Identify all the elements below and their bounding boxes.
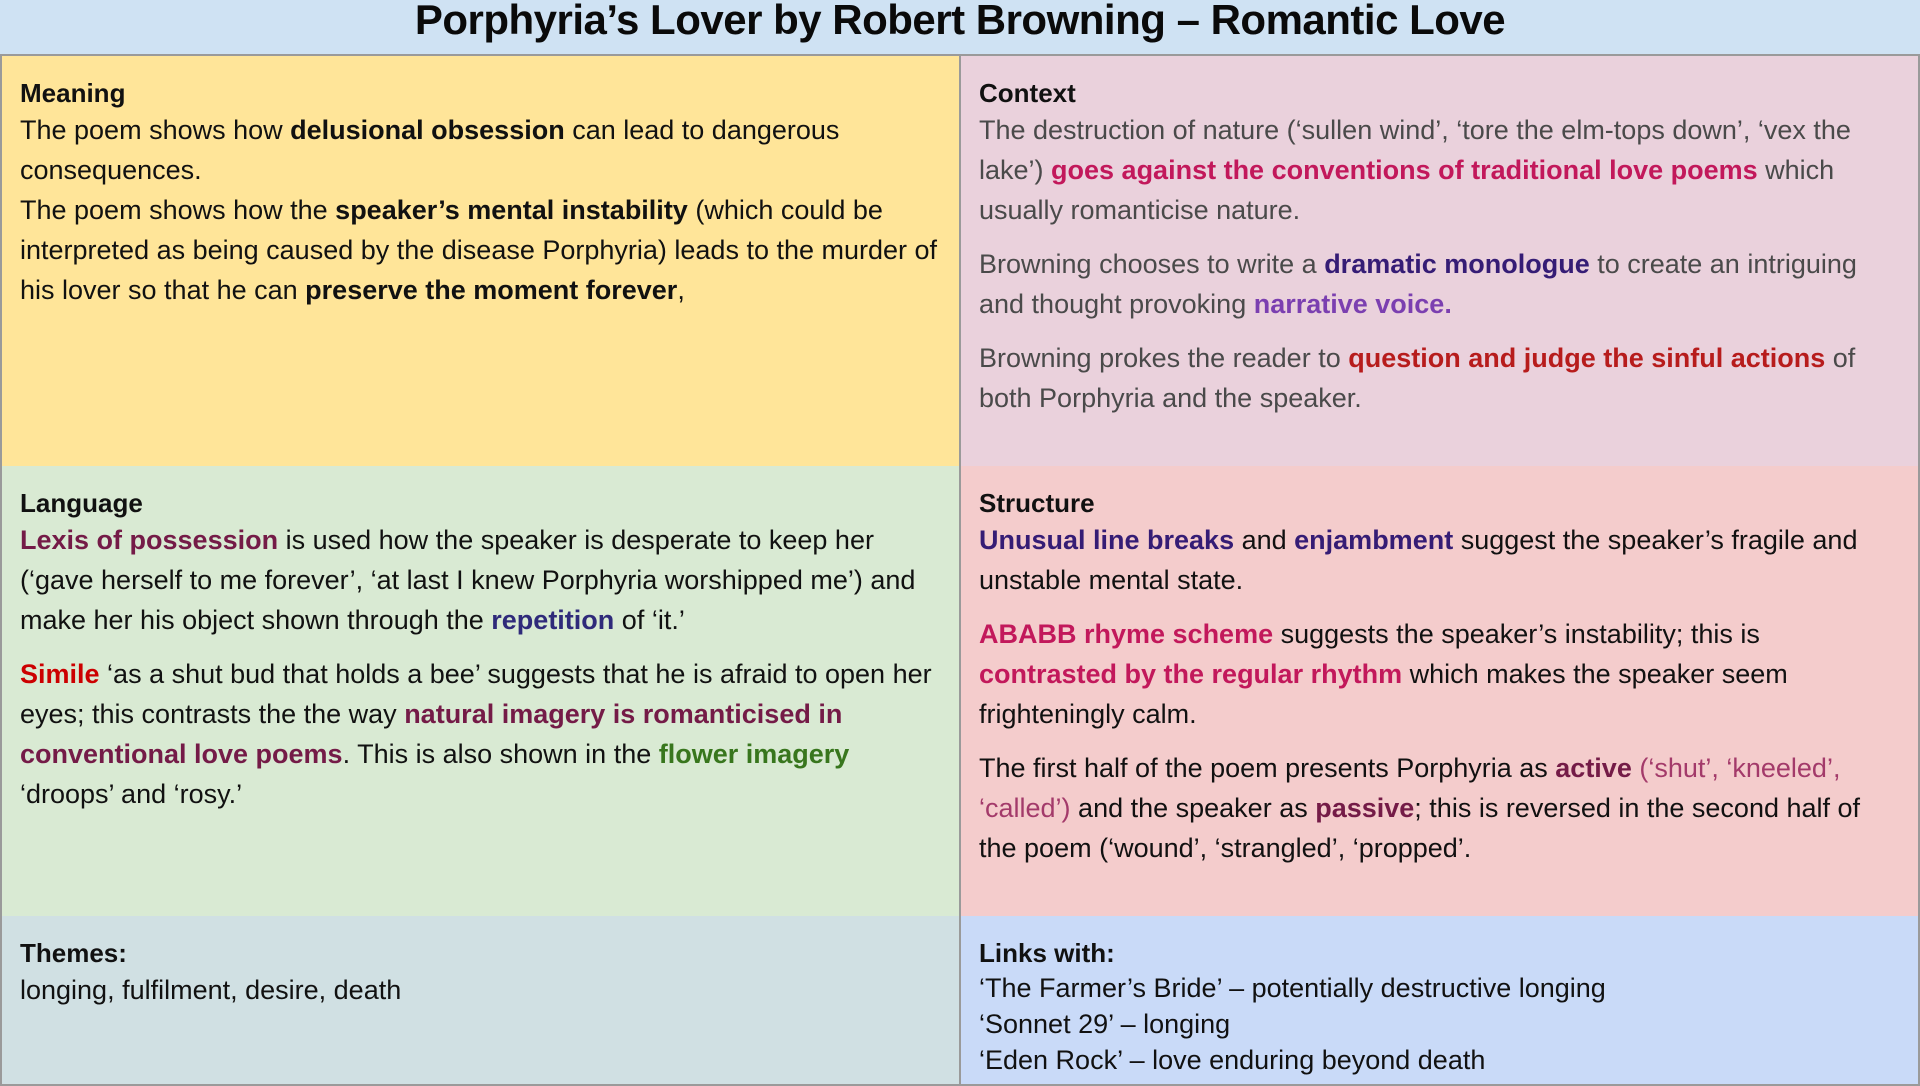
structure-paragraph-3 [979, 748, 1900, 868]
key-term: dramatic monologue [1324, 249, 1590, 279]
link-item: ‘Sonnet 29’ – longing [979, 1009, 1231, 1039]
key-term: Unusual line breaks [979, 525, 1235, 555]
context-paragraph-1 [979, 110, 1900, 230]
text: of ‘it.’ [614, 605, 685, 635]
key-term: contrasted by the regular rhythm [979, 659, 1403, 689]
key-term: enjambment [1294, 525, 1454, 555]
text: Browning prokes the reader to [979, 343, 1349, 373]
text: . This is also shown in the [342, 739, 659, 769]
meaning-paragraph-1 [20, 110, 941, 190]
text: which makes the speaker seem frighteningly calm. [979, 659, 1788, 729]
text: The poem shows how [20, 115, 291, 145]
links-panel [959, 916, 1920, 1086]
key-term: active [1555, 753, 1632, 783]
key-term: natural imagery is romanticised in conventional love poems [20, 699, 843, 769]
text: which usually romanticise nature. [979, 155, 1835, 225]
text: of both Porphyria and the speaker. [979, 343, 1856, 413]
text: can lead to dangerous consequences. [20, 115, 840, 185]
structure-heading: Structure [979, 488, 1095, 518]
text: is used how the speaker is desperate to keep her (‘gave herself to me forever’, ‘at last I knew Porphyria worshipped me’) and make her his object shown through the [20, 525, 916, 635]
text: ‘droops’ and ‘rosy.’ [20, 779, 243, 809]
text: ; this is reversed in the second half of the poem (‘wound’, ‘strangled’, ‘propped’. [979, 793, 1861, 863]
text: and the speaker as [1070, 793, 1316, 823]
meaning-paragraph-2 [20, 190, 941, 310]
key-term: ABABB rhyme scheme [979, 619, 1274, 649]
key-term: speaker’s mental instability [335, 195, 688, 225]
text: ‘as a shut bud that holds a bee’ suggests that he is afraid to open her eyes; this contrasts the the way [20, 659, 932, 729]
meaning-heading: Meaning [20, 78, 126, 108]
text: The destruction of nature (‘sullen wind’, ‘tore the elm-tops down’, ‘vex the lake’) [979, 115, 1851, 185]
links-heading: Links with: [979, 938, 1115, 968]
language-paragraph-2 [20, 654, 941, 814]
key-term: Simile [20, 659, 100, 689]
context-paragraph-3 [979, 338, 1900, 418]
themes-heading: Themes: [20, 938, 127, 968]
key-term: passive [1315, 793, 1415, 823]
page-title: Porphyria’s Lover by Robert Browning – Romantic Love [414, 0, 1506, 43]
key-term: narrative voice. [1253, 289, 1452, 319]
language-panel [0, 466, 961, 918]
themes-list: longing, fulfilment, desire, death [20, 975, 402, 1005]
structure-panel [959, 466, 1920, 918]
key-term: repetition [491, 605, 615, 635]
revision-grid [0, 54, 1920, 1080]
language-paragraph-1 [20, 520, 941, 640]
quote: (‘shut’, ‘kneeled’, ‘called’) [979, 753, 1841, 823]
text: The first half of the poem presents Porphyria as [979, 753, 1556, 783]
text: suggests the speaker’s instability; this is [1273, 619, 1760, 649]
text: suggest the speaker’s fragile and unstable mental state. [979, 525, 1858, 595]
link-item: ‘The Farmer’s Bride’ – potentially destructive longing [979, 973, 1606, 1003]
link-item: ‘Eden Rock’ – love enduring beyond death [979, 1045, 1486, 1075]
key-term: flower imagery [658, 739, 850, 769]
text: (which could be interpreted as being caused by the disease Porphyria) leads to the murder of his lover so that he can [20, 195, 938, 305]
text: to create an intriguing and thought provoking [979, 249, 1857, 319]
key-term: goes against the conventions of traditional love poems [1051, 155, 1758, 185]
key-term: question and judge the sinful actions [1348, 343, 1826, 373]
context-paragraph-2 [979, 244, 1900, 324]
structure-paragraph-2 [979, 614, 1900, 734]
key-term: preserve the moment forever [305, 275, 678, 305]
title-bar [0, 0, 1920, 54]
structure-paragraph-1 [979, 520, 1900, 600]
key-term: Lexis of possession [20, 525, 279, 555]
themes-panel [0, 916, 961, 1086]
meaning-panel [0, 56, 961, 468]
text: and [1234, 525, 1295, 555]
text: , [677, 275, 685, 305]
context-panel [959, 56, 1920, 468]
key-term: delusional obsession [290, 115, 565, 145]
context-heading: Context [979, 78, 1076, 108]
text: Browning chooses to write a [979, 249, 1325, 279]
text: The poem shows how the [20, 195, 336, 225]
language-heading: Language [20, 488, 143, 518]
